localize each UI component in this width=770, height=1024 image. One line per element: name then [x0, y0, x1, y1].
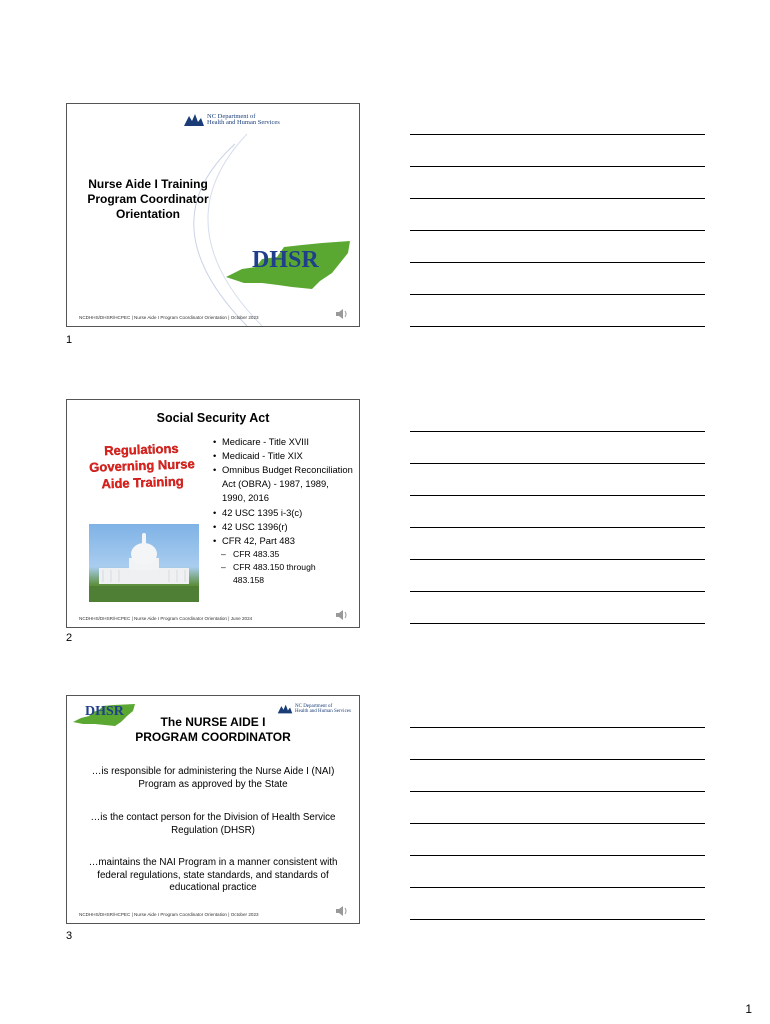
ncdhhs-line2: Health and Human Services	[295, 709, 351, 714]
sub-bullet-item: – CFR 483.35	[213, 548, 353, 561]
note-line	[410, 759, 705, 760]
bullet-item: • CFR 42, Part 483	[213, 534, 353, 548]
note-line	[410, 727, 705, 728]
bullet-item: • 42 USC 1395 i-3(c)	[213, 506, 353, 520]
paragraph: …maintains the NAI Program in a manner consistent with federal regulations, state standards, and standards of educational practice	[88, 857, 338, 894]
note-line	[410, 591, 705, 592]
note-line	[410, 919, 705, 920]
ncdhhs-logo	[183, 112, 280, 128]
slide-1-footer: NCDHHS/DHSR/HCPEC | Nurse Aide I Program Coordinator Orientation | October 2023	[79, 315, 259, 320]
ncdhhs-line1: NC Department of	[295, 704, 333, 709]
bullet-item: • Medicaid - Title XIX	[213, 449, 353, 463]
slide-2-footer: NCDHHS/DHSR/HCPEC | Nurse Aide I Program Coordinator Orientation | June 2024	[79, 616, 253, 621]
slide-1-number: 1	[66, 334, 73, 346]
note-line	[410, 559, 705, 560]
slide-3-title-line2: PROGRAM COORDINATOR	[135, 730, 291, 744]
note-line	[410, 463, 705, 464]
bullet-item: • Medicare - Title XVIII	[213, 435, 353, 449]
dhsr-logo-text: DHSR	[85, 704, 124, 719]
note-line	[410, 431, 705, 432]
sub-bullet-item: – CFR 483.150 through 483.158	[213, 561, 333, 587]
note-line	[410, 198, 705, 199]
speaker-icon[interactable]	[335, 905, 349, 917]
nc-map-logo	[222, 237, 354, 295]
ncdhhs-emblem-icon	[183, 112, 205, 128]
ncdhhs-line1: NC Department of	[207, 112, 256, 120]
note-line	[410, 887, 705, 888]
speaker-icon[interactable]	[335, 308, 349, 320]
note-line	[410, 623, 705, 624]
ncdhhs-emblem-icon	[277, 703, 293, 715]
ncdhhs-logo	[277, 703, 351, 715]
note-line	[410, 294, 705, 295]
speaker-icon[interactable]	[335, 609, 349, 621]
note-line	[410, 527, 705, 528]
note-line	[410, 134, 705, 135]
slide-1	[66, 103, 360, 327]
page-number: 1	[745, 1002, 752, 1016]
regulations-wordart: Regulations Governing Nurse Aide Training	[89, 440, 195, 491]
slide-3-number: 3	[66, 930, 73, 942]
note-line	[410, 166, 705, 167]
bullet-list	[213, 435, 353, 587]
paragraph: …is responsible for administering the Nurse Aide I (NAI) Program as approved by the State	[91, 766, 335, 790]
bullet-item: • Omnibus Budget Reconciliation Act (OBRA) - 1987, 1989, 1990, 2016	[213, 463, 353, 505]
slide-2-number: 2	[66, 632, 73, 644]
note-line	[410, 855, 705, 856]
slide-1-title: Nurse Aide I Training Program Coordinator Orientation	[87, 177, 209, 221]
note-line	[410, 823, 705, 824]
paragraph: …is the contact person for the Division of Health Service Regulation (DHSR)	[90, 812, 336, 836]
note-line	[410, 495, 705, 496]
note-line	[410, 791, 705, 792]
note-line	[410, 262, 705, 263]
slide-2-title: Social Security Act	[156, 411, 270, 425]
dhsr-logo-text: DHSR	[252, 247, 319, 273]
bullet-item: • 42 USC 1396(r)	[213, 520, 353, 534]
ncdhhs-line2: Health and Human Services	[207, 119, 280, 126]
slide-3	[66, 695, 360, 924]
slide-3-footer: NCDHHS/DHSR/HCPEC | Nurse Aide I Program Coordinator Orientation | October 2023	[79, 912, 259, 917]
note-line	[410, 326, 705, 327]
slide-3-title-line1: The NURSE AIDE I	[160, 715, 266, 729]
note-line	[410, 230, 705, 231]
capitol-photo	[89, 524, 199, 602]
slide-2	[66, 399, 360, 628]
